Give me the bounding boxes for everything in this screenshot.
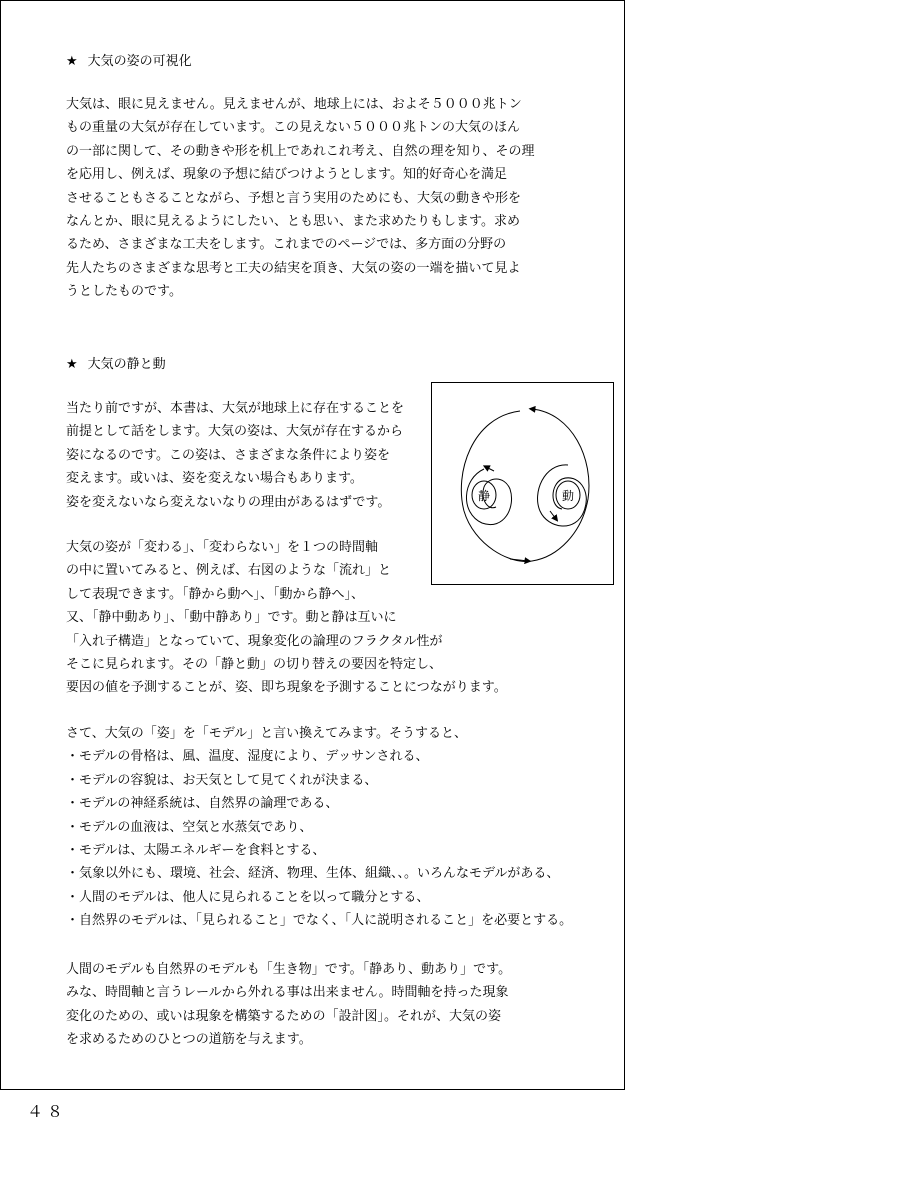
text-line: うとしたものです。 (66, 284, 182, 300)
text-line: 当たり前ですが、本書は、大気が地球上に存在することを (66, 401, 405, 416)
right-swirl-arrow (550, 511, 556, 519)
paragraph-visualization (66, 93, 535, 304)
text-line: させることもさることながら、予想と言う実用のためにも、大気の動きや形を (66, 190, 522, 206)
text-line: 変化のための、或いは現象を構築するための「設計図」。それが、大気の姿 (66, 1008, 501, 1024)
motion-label: 動 (561, 489, 575, 503)
text-line: 大気は、眼に見えません。見えませんが、地球上には、およそ５０００兆トン (66, 97, 522, 112)
text-line: なんとか、眼に見えるようにしたい、とも思い、また求めたりもします。求め (66, 213, 520, 229)
calm-label: 静 (477, 489, 491, 503)
section-heading-calm-motion (66, 353, 166, 372)
text-line: みな、時間軸と言うレールから外れる事は出来ません。時間軸を持った現象 (66, 985, 509, 1001)
text-line: の一部に関して、その動きや形を机上であれこれ考え、自然の理を知り、その理 (66, 143, 535, 159)
star-icon: ★ (66, 357, 78, 372)
list-item: ・モデルの容貌は、お天気として見てくれが決まる、 (66, 772, 378, 788)
text-line: 大気の姿が「変わる」、「変わらない」を１つの時間軸 (66, 540, 379, 555)
text-line: さて、大気の「姿」を「モデル」と言い換えてみます。そうすると、 (66, 726, 468, 741)
list-item: ・気象以外にも、環境、社会、経済、物理、生体、組織、、。いろんなモデルがある、 (66, 866, 560, 882)
paragraph-premise (66, 397, 404, 514)
text-line: 先人たちのさまざまな思考と工夫の結実を頂き、大気の姿の一端を描いて見よ (66, 260, 521, 276)
text-line: を求めるためのひとつの道筋を与えます。 (66, 1032, 312, 1048)
paragraph-model-list (66, 722, 572, 933)
text-line: を応用し、例えば、現象の予想に結びつけようとします。知的好奇心を満足 (66, 167, 507, 183)
calm-motion-figure (431, 382, 614, 585)
text-line: の中に置いてみると、例えば、右図のような「流れ」と (66, 563, 392, 579)
flow-diagram (432, 383, 613, 584)
list-item: ・自然界のモデルは、「見られること」でなく、「人に説明されること」を必要とする。 (66, 913, 573, 929)
list-item: ・モデルの血液は、空気と水蒸気であり、 (66, 819, 313, 835)
text-line: そこに見られます。その「静と動」の切り替えの要因を特定し、 (66, 656, 442, 672)
text-line: 人間のモデルも自然界のモデルも「生き物」です。「静あり、動あり」です。 (66, 962, 512, 977)
text-line: 変えます。或いは、姿を変えない場合もあります。 (66, 471, 363, 487)
section-heading-visualization (66, 50, 192, 69)
star-icon: ★ (66, 54, 78, 69)
text-line: して表現できます。「静から動へ」、「動から静へ」、 (66, 586, 364, 602)
text-line: 姿を変えないなら変えないなりの理由があるはずです。 (66, 494, 391, 510)
text-line: 前提として話をします。大気の姿は、大気が存在するから (66, 424, 403, 440)
left-swirl-arrow (486, 467, 494, 471)
list-item: ・モデルは、太陽エネルギーを食料とする、 (66, 842, 326, 858)
section-title: 大気の静と動 (87, 357, 166, 372)
outer-flow-loop (461, 409, 589, 562)
list-item: ・モデルの神経系統は、自然界の論理である、 (66, 796, 339, 812)
list-item: ・モデルの骨格は、風、温度、湿度により、デッサンされる、 (66, 749, 429, 765)
list-item: ・人間のモデルは、他人に見られることを以って職分とする、 (66, 889, 430, 905)
text-line: 「入れ子構造」となっていて、現象変化の論理のフラクタル性が (66, 633, 443, 649)
text-line: 姿になるのです。この姿は、さまざまな条件により姿を (66, 447, 390, 463)
text-line: 要因の値を予測することが、姿、即ち現象を予測することにつながります。 (66, 680, 507, 696)
section-title: 大気の姿の可視化 (87, 54, 192, 69)
text-line: るため、さまざまな工夫をします。これまでのページでは、多方面の分野の (66, 237, 507, 253)
text-line: 又、「静中動あり」、「動中静あり」です。動と静は互いに (66, 610, 397, 626)
paragraph-living-models (66, 958, 511, 1052)
page-number: ４８ (27, 1102, 68, 1121)
text-line: もの重量の大気が存在しています。この見えない５０００兆トンの大気のほん (66, 120, 520, 136)
